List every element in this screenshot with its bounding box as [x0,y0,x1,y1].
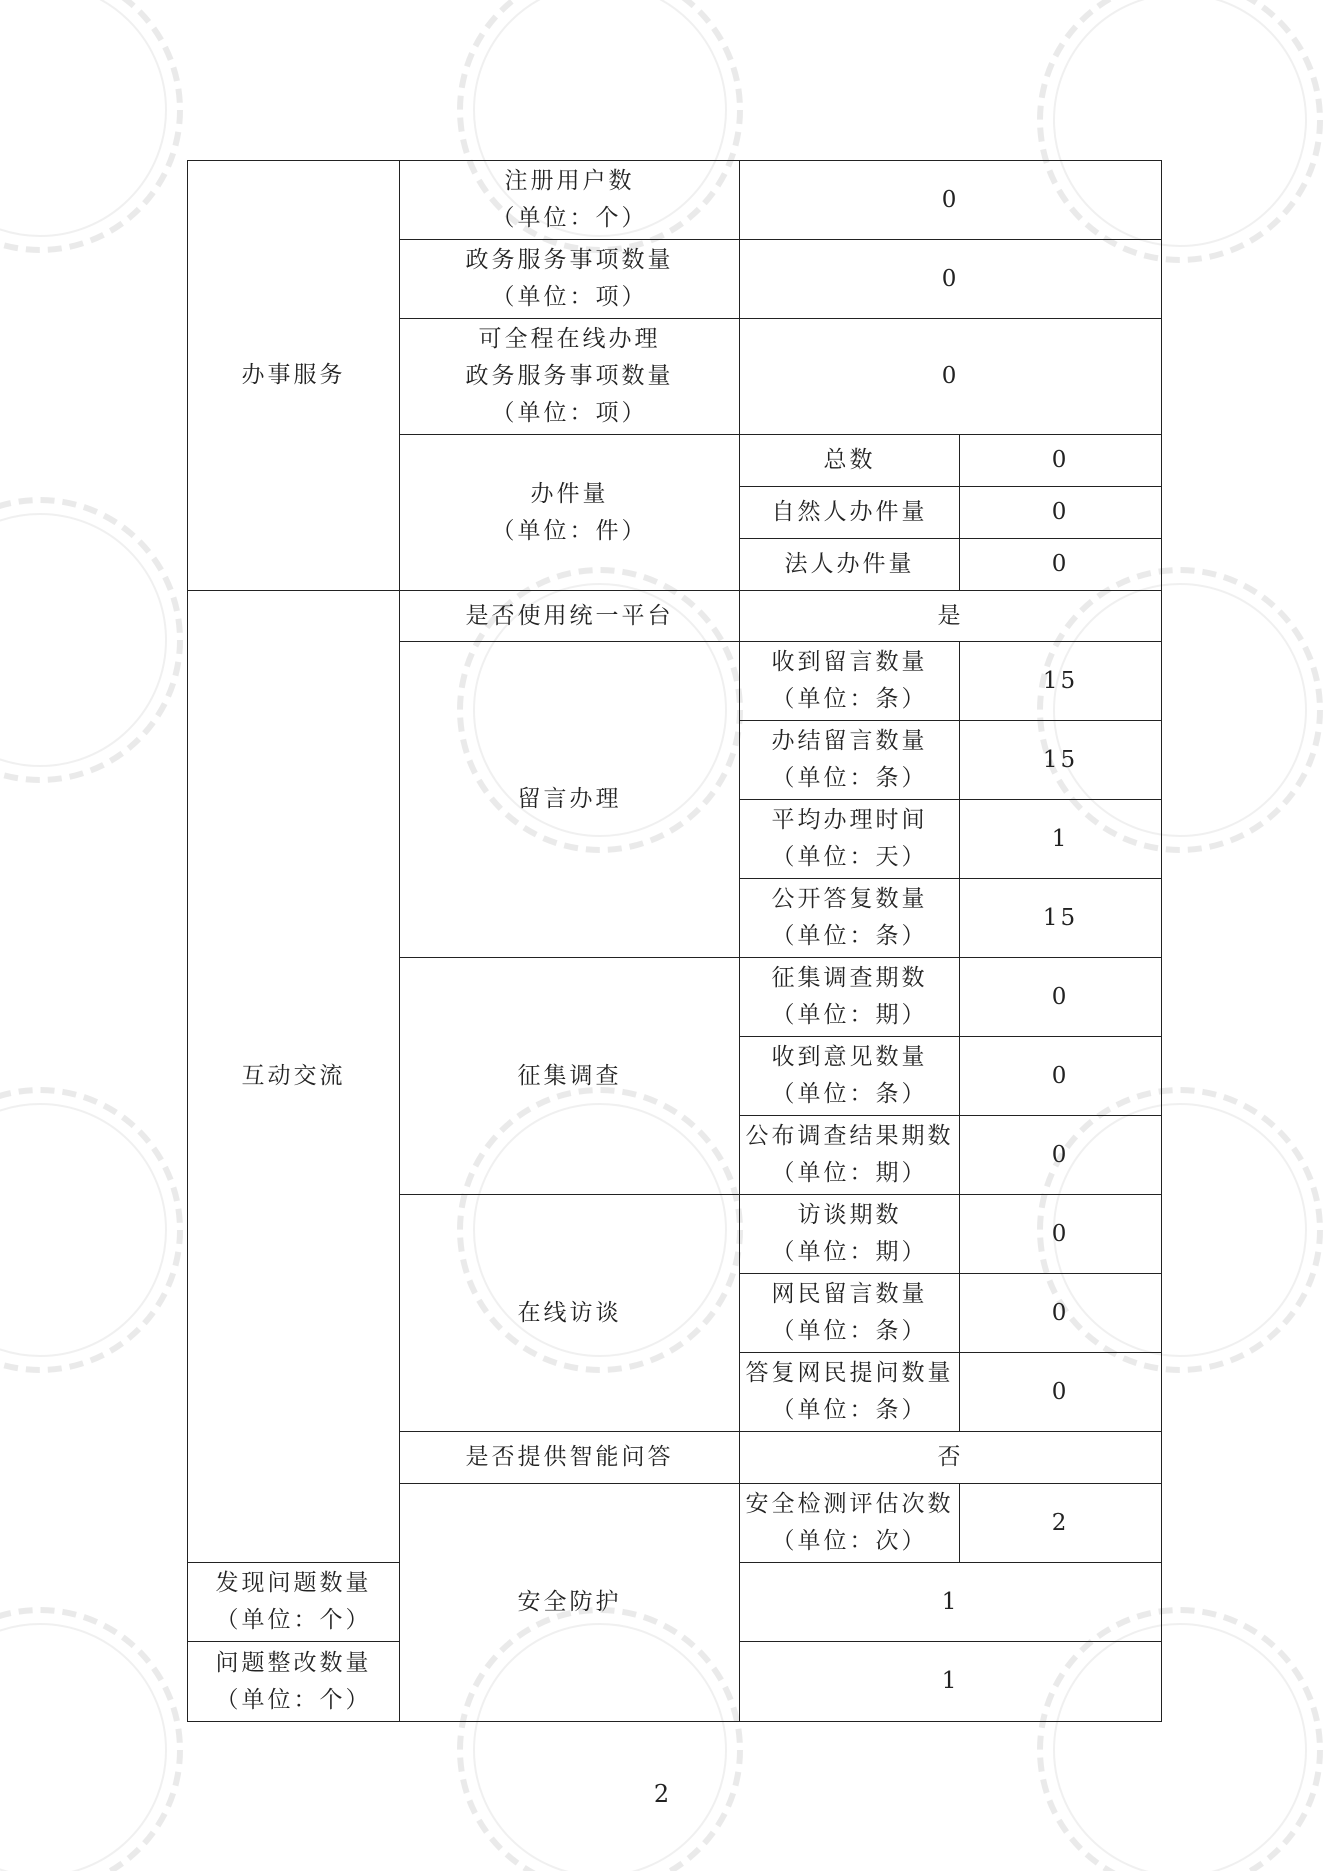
watermark-seal [0,0,190,260]
sub-value: 0 [960,958,1162,1037]
row-label: 注册用户数 （单位：个） [400,161,740,240]
sub-value: 0 [960,1353,1162,1432]
row-value: 0 [740,161,1162,240]
row-value: 0 [740,240,1162,319]
row-label: 发现问题数量 （单位：个） [188,1563,400,1642]
row-label: 征集调查 [400,958,740,1195]
sub-label: 征集调查期数 （单位：期） [740,958,960,1037]
sub-label: 答复网民提问数量 （单位：条） [740,1353,960,1432]
row-value: 是 [740,591,1162,642]
table-row [188,591,1162,642]
sub-value: 0 [960,1037,1162,1116]
sub-value: 0 [960,1195,1162,1274]
row-label: 是否提供智能问答 [400,1432,740,1484]
row-label: 安全检测评估次数 （单位：次） [740,1484,960,1563]
page-number: 2 [653,1780,670,1808]
row-label: 在线访谈 [400,1195,740,1432]
row-label: 可全程在线办理 政务服务事项数量 （单位：项） [400,319,740,435]
watermark-seal [0,1600,190,1871]
sub-value: 15 [960,721,1162,800]
sub-label: 收到留言数量 （单位：条） [740,642,960,721]
statistics-table [187,160,1162,1722]
sub-label: 公布调查结果期数 （单位：期） [740,1116,960,1195]
sub-label: 自然人办件量 [740,487,960,539]
sub-label: 访谈期数 （单位：期） [740,1195,960,1274]
row-value: 1 [740,1642,1162,1722]
row-label: 留言办理 [400,642,740,958]
table-row [188,161,1162,240]
sub-label: 公开答复数量 （单位：条） [740,879,960,958]
sub-value: 0 [960,487,1162,539]
row-value: 0 [740,319,1162,435]
row-label: 政务服务事项数量 （单位：项） [400,240,740,319]
sub-label: 网民留言数量 （单位：条） [740,1274,960,1353]
row-value: 1 [740,1563,1162,1642]
section-label-service: 办事服务 [188,161,400,591]
sub-label: 收到意见数量 （单位：条） [740,1037,960,1116]
sub-value: 0 [960,1274,1162,1353]
section-label-interaction: 互动交流 [188,591,400,1563]
row-label: 是否使用统一平台 [400,591,740,642]
sub-value: 0 [960,435,1162,487]
sub-value: 15 [960,642,1162,721]
section-label-security: 安全防护 [400,1484,740,1722]
row-value: 否 [740,1432,1162,1484]
watermark-seal [0,490,190,790]
sub-value: 0 [960,1116,1162,1195]
sub-value: 15 [960,879,1162,958]
sub-label: 法人办件量 [740,539,960,591]
sub-label: 平均办理时间 （单位：天） [740,800,960,879]
row-label: 办件量 （单位：件） [400,435,740,591]
sub-value: 1 [960,800,1162,879]
sub-label: 总数 [740,435,960,487]
row-value: 2 [960,1484,1162,1563]
sub-label: 办结留言数量 （单位：条） [740,721,960,800]
watermark-seal [0,1080,190,1380]
row-label: 问题整改数量 （单位：个） [188,1642,400,1722]
sub-value: 0 [960,539,1162,591]
